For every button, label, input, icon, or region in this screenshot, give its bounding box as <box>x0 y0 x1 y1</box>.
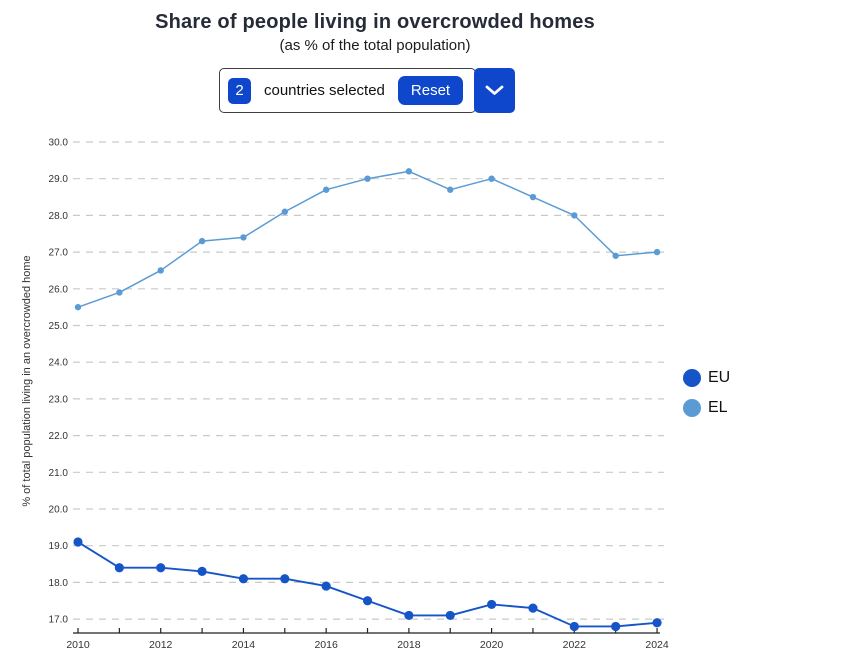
data-point-eu-2017[interactable] <box>363 596 372 605</box>
y-tick-label: 21.0 <box>48 467 68 479</box>
series-line-eu <box>78 542 657 626</box>
data-point-eu-2010[interactable] <box>73 537 82 546</box>
data-point-eu-2015[interactable] <box>280 574 289 583</box>
data-point-el-2012[interactable] <box>158 267 164 273</box>
legend-item-eu[interactable] <box>683 363 730 393</box>
data-point-el-2011[interactable] <box>116 289 122 295</box>
data-point-eu-2023[interactable] <box>611 622 620 631</box>
data-point-eu-2024[interactable] <box>652 618 661 627</box>
selection-label: countries selected <box>264 82 385 99</box>
data-point-eu-2012[interactable] <box>156 563 165 572</box>
y-tick-label: 17.0 <box>48 614 68 626</box>
data-point-el-2018[interactable] <box>406 168 412 174</box>
y-axis-title: % of total population living in an overcrowded home <box>21 255 33 507</box>
legend-label-el: EL <box>708 399 728 416</box>
data-point-el-2022[interactable] <box>571 212 577 218</box>
data-point-eu-2011[interactable] <box>115 563 124 572</box>
legend <box>683 363 730 423</box>
data-point-eu-2016[interactable] <box>322 581 331 590</box>
data-point-el-2021[interactable] <box>530 194 536 200</box>
data-point-el-2014[interactable] <box>240 234 246 240</box>
x-tick-label: 2024 <box>645 639 669 651</box>
country-selector <box>219 68 515 113</box>
dropdown-toggle[interactable] <box>474 68 515 113</box>
y-tick-label: 30.0 <box>48 137 68 149</box>
legend-item-el[interactable] <box>683 393 730 423</box>
y-tick-label: 26.0 <box>48 284 68 296</box>
x-tick-label: 2012 <box>149 639 173 651</box>
chart-header <box>0 11 750 54</box>
data-point-el-2016[interactable] <box>323 187 329 193</box>
data-point-eu-2014[interactable] <box>239 574 248 583</box>
y-tick-label: 25.0 <box>48 321 68 332</box>
line-chart <box>0 125 690 662</box>
data-point-el-2017[interactable] <box>364 176 370 182</box>
y-tick-label: 20.0 <box>48 504 68 516</box>
data-point-el-2010[interactable] <box>75 304 81 310</box>
data-point-el-2019[interactable] <box>447 187 453 193</box>
y-tick-label: 19.0 <box>48 541 68 553</box>
x-tick-label: 2014 <box>231 639 256 651</box>
legend-dot-eu <box>683 369 701 387</box>
x-tick-label: 2018 <box>397 639 421 651</box>
selection-summary[interactable] <box>219 68 476 113</box>
y-tick-label: 27.0 <box>48 247 68 259</box>
page-title: Share of people living in overcrowded homes <box>155 11 595 33</box>
data-point-eu-2022[interactable] <box>570 622 579 631</box>
data-point-el-2023[interactable] <box>612 253 618 259</box>
y-tick-label: 18.0 <box>48 577 68 589</box>
legend-dot-el <box>683 399 701 417</box>
data-point-el-2024[interactable] <box>654 249 660 255</box>
data-point-eu-2018[interactable] <box>404 611 413 620</box>
x-tick-label: 2010 <box>66 639 90 651</box>
data-point-eu-2019[interactable] <box>446 611 455 620</box>
y-tick-label: 24.0 <box>48 357 68 369</box>
chevron-down-icon <box>485 85 504 96</box>
y-tick-label: 28.0 <box>48 210 68 222</box>
x-tick-label: 2016 <box>314 639 338 651</box>
y-tick-label: 22.0 <box>48 431 68 443</box>
selected-count-badge: 2 <box>228 78 251 104</box>
x-tick-label: 2022 <box>562 639 586 651</box>
data-point-el-2013[interactable] <box>199 238 205 244</box>
data-point-el-2015[interactable] <box>282 209 288 215</box>
data-point-eu-2021[interactable] <box>528 603 537 612</box>
data-point-eu-2020[interactable] <box>487 600 496 609</box>
data-point-el-2020[interactable] <box>488 176 494 182</box>
y-tick-label: 29.0 <box>48 174 68 186</box>
page-subtitle: (as % of the total population) <box>279 37 471 54</box>
legend-label-eu: EU <box>708 369 731 386</box>
data-point-eu-2013[interactable] <box>197 567 206 576</box>
reset-button[interactable]: Reset <box>398 76 463 105</box>
y-tick-label: 23.0 <box>48 394 68 406</box>
x-tick-label: 2020 <box>479 639 504 651</box>
series-line-el <box>78 171 657 307</box>
